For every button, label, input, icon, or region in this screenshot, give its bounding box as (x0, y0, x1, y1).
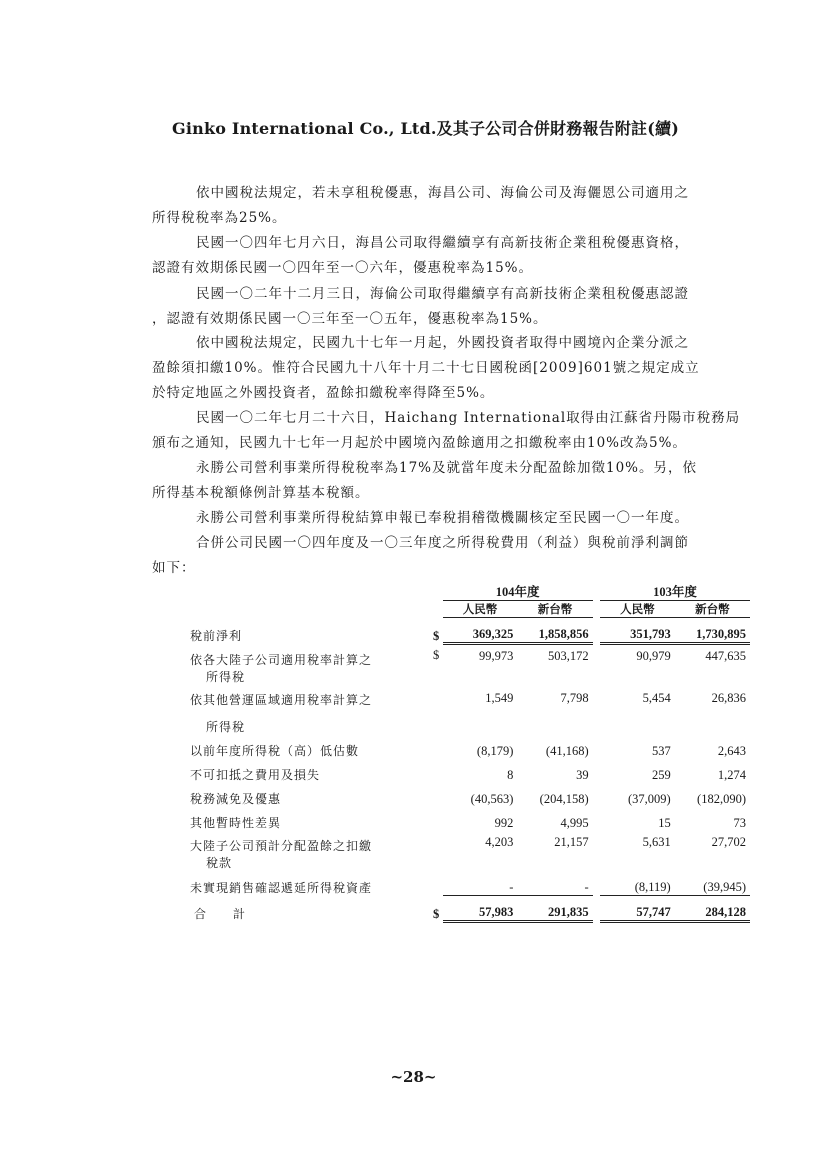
cell-value: 4,995 (560, 816, 589, 830)
cell-value: - (443, 871, 518, 896)
row-label: 其他暫時性差異 (190, 816, 282, 830)
table-row (190, 685, 750, 735)
paragraph-7 (152, 506, 748, 531)
cell-value: 27,702 (711, 835, 746, 849)
cell-value: (204,158) (539, 792, 589, 806)
paragraph-line: 認證有效期係民國一〇四年至一〇六年，優惠稅率為15%。 (152, 260, 534, 276)
currency-symbol: $ (432, 906, 440, 921)
row-label: 不可扣抵之費用及損失 (190, 768, 321, 782)
paragraph-line: 所得基本稅額條例計算基本稅額。 (152, 485, 370, 501)
cell-value: 1,549 (485, 691, 514, 705)
year-header-row (190, 582, 750, 601)
paragraph-line: 民國一〇四年七月六日，海昌公司取得繼續享有高新技術企業租稅優惠資格， (196, 235, 689, 251)
paragraph-line: 依中國稅法規定，民國九十七年一月起，外國投資者取得中國境內企業分派之 (196, 335, 689, 351)
table-row (190, 735, 750, 759)
cell-value: (39,945) (675, 871, 750, 896)
cell-value: 503,172 (548, 649, 589, 663)
tax-reconciliation-table (190, 582, 750, 923)
paragraph-line: 依中國稅法規定，若未享租稅優惠，海昌公司、海倫公司及海儷恩公司適用之 (196, 185, 689, 201)
row-label-cont: 稅款 (206, 856, 233, 870)
year-header: 104年度 (443, 582, 593, 601)
cell-value: 369,325 (443, 618, 518, 644)
cell-value: 39 (576, 768, 589, 782)
row-label: 稅務減免及優惠 (190, 792, 282, 806)
cell-value: 5,454 (642, 691, 671, 705)
cell-value: 447,635 (705, 649, 746, 663)
row-label: 以前年度所得稅（高）低估數 (190, 744, 360, 758)
table-row (190, 759, 750, 783)
currency-symbol: $ (432, 647, 440, 662)
cell-value: 99,973 (479, 649, 514, 663)
row-label: 依各大陸子公司適用稅率計算之 (190, 653, 373, 667)
table-row (190, 644, 750, 686)
cell-value: (8,179) (476, 744, 514, 758)
currency-header: 人民幣 (443, 601, 518, 618)
paragraph-line: 所得稅稅率為25%。 (152, 210, 287, 226)
cell-value: 21,157 (554, 835, 589, 849)
cell-value: 57,747 (600, 896, 675, 922)
cell-value: 4,203 (485, 835, 514, 849)
cell-value: (40,563) (470, 792, 514, 806)
cell-value: 90,979 (636, 649, 671, 663)
cell-value: (182,090) (697, 792, 746, 806)
report-title: Ginko International Co., Ltd.及其子公司合併財務報告附註(續) (172, 119, 679, 138)
currency-symbol: $ (432, 628, 440, 643)
row-label: 大陸子公司預計分配盈餘之扣繳 (190, 839, 373, 853)
table-row (190, 831, 750, 871)
page-number: ~28~ (390, 1068, 437, 1086)
cell-value: 1,274 (717, 768, 746, 782)
currency-header-row (190, 601, 750, 618)
paragraph-line: 永勝公司營利事業所得稅結算申報已奉稅捐稽徵機關核定至民國一〇一年度。 (196, 510, 689, 526)
cell-value: 73 (733, 816, 746, 830)
paragraph-4 (152, 331, 748, 406)
row-label: 稅前淨利 (190, 628, 243, 643)
paragraph-line: 民國一〇二年十二月三日，海倫公司取得繼續享有高新技術企業租稅優惠認證 (196, 286, 689, 302)
paragraph-6 (152, 456, 748, 506)
paragraph-3 (152, 282, 748, 332)
cell-value: 992 (494, 816, 514, 830)
currency-header: 新台幣 (675, 601, 750, 618)
cell-value: 5,631 (642, 835, 671, 849)
paragraph-2 (152, 231, 748, 281)
year-header: 103年度 (600, 582, 750, 601)
paragraph-line: 如下： (152, 560, 196, 576)
cell-value: 7,798 (560, 691, 589, 705)
cell-value: 259 (651, 768, 671, 782)
currency-header: 人民幣 (600, 601, 675, 618)
table-row (190, 871, 750, 896)
cell-value: 15 (658, 816, 671, 830)
cell-value: 1,730,895 (675, 618, 750, 644)
cell-value: 1,858,856 (517, 618, 592, 644)
row-label-cont: 所得稅 (206, 670, 246, 684)
currency-header: 新台幣 (517, 601, 592, 618)
paragraph-line: ，認證有效期係民國一〇三年至一〇五年，優惠稅率為15%。 (152, 311, 548, 327)
cell-value: 26,836 (711, 691, 746, 705)
cell-value: 8 (507, 768, 514, 782)
paragraph-8 (152, 531, 748, 581)
row-label: 合 計 (194, 906, 247, 921)
cell-value: 284,128 (675, 896, 750, 922)
cell-value: (37,009) (628, 792, 671, 806)
paragraph-1 (152, 181, 748, 231)
row-label: 未實現銷售確認遞延所得稅資產 (190, 880, 373, 895)
cell-value: (8,119) (600, 871, 675, 896)
table-row (190, 783, 750, 807)
paragraph-line: 於特定地區之外國投資者，盈餘扣繳稅率得降至5%。 (152, 385, 495, 401)
paragraph-line: 民國一〇二年七月二十六日，Haichang International取得由江蘇省丹陽市稅務局 (196, 410, 741, 426)
cell-value: - (517, 871, 592, 896)
paragraph-line: 永勝公司營利事業所得稅稅率為17%及就當年度未分配盈餘加徵10%。另，依 (196, 460, 698, 476)
row-label-cont: 所得稅 (206, 720, 246, 734)
cell-value: 351,793 (600, 618, 675, 644)
row-label: 依其他營運區域適用稅率計算之 (190, 693, 373, 707)
paragraph-line: 頒布之通知，民國九十七年一月起於中國境內盈餘適用之扣繳稅率由10%改為5%。 (152, 435, 687, 451)
total-row (190, 896, 750, 922)
cell-value: 291,835 (517, 896, 592, 922)
cell-value: (41,168) (545, 744, 589, 758)
paragraph-5 (152, 406, 748, 456)
cell-value: 537 (651, 744, 671, 758)
table-row (190, 618, 750, 644)
cell-value: 57,983 (443, 896, 518, 922)
paragraph-line: 盈餘須扣繳10%。惟符合民國九十八年十月二十七日國稅函[2009]601號之規定成立 (152, 360, 700, 376)
paragraph-line: 合併公司民國一〇四年度及一〇三年度之所得稅費用（利益）與稅前淨利調節 (196, 535, 689, 551)
table-row (190, 807, 750, 831)
cell-value: 2,643 (717, 744, 746, 758)
